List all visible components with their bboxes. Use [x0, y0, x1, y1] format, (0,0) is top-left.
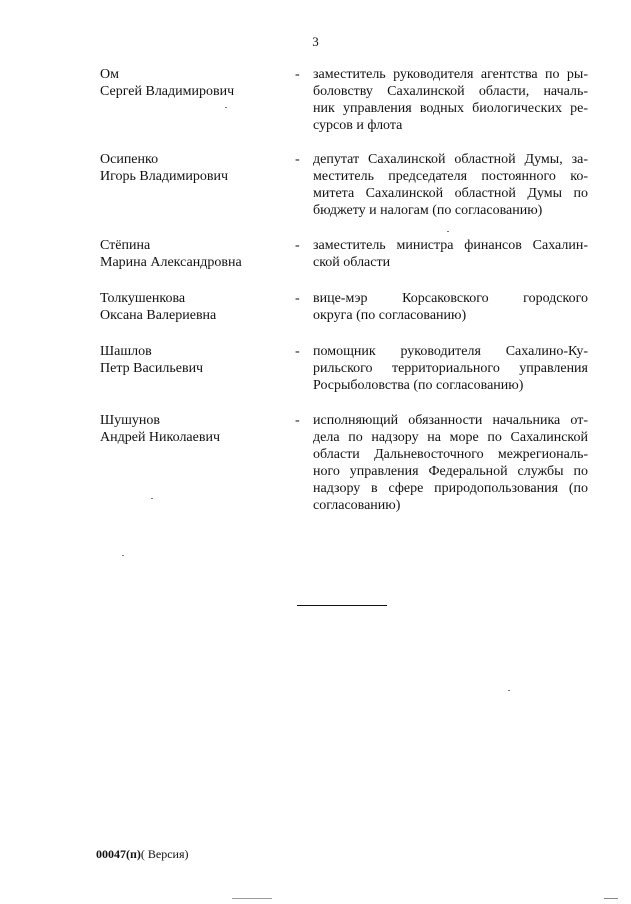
member-given-names: Оксана Валериевна: [100, 308, 217, 323]
scan-speck: [508, 690, 510, 691]
member-dash: -: [295, 344, 300, 359]
member-role: [313, 66, 588, 134]
role-line: ник управления водных биологических ре-: [313, 101, 588, 116]
page-number: 3: [312, 34, 319, 49]
end-of-list-divider: [297, 605, 387, 606]
role-line: депутат Сахалинской областной Думы, за-: [313, 152, 588, 167]
member-name: [100, 290, 290, 324]
scan-speck: [122, 555, 124, 556]
role-line: боловству Сахалинской области, началь-: [313, 84, 588, 99]
role-line: рильского территориального управления: [313, 361, 588, 376]
scan-speck: [447, 231, 449, 232]
member-given-names: Марина Александровна: [100, 255, 242, 270]
member-dash: -: [295, 291, 300, 306]
member-dash: -: [295, 238, 300, 253]
role-line: согласованию): [313, 498, 401, 513]
member-name: [100, 412, 290, 446]
scan-speck: [232, 898, 272, 899]
scan-speck: [151, 498, 153, 499]
member-given-names: Андрей Николаевич: [100, 430, 220, 445]
member-given-names: Игорь Владимирович: [100, 169, 229, 184]
role-line: меститель председателя постоянного ко-: [313, 169, 588, 184]
member-role: [313, 237, 588, 271]
member-given-names: Петр Васильевич: [100, 361, 204, 376]
role-line: области Дальневосточного межрегиональ-: [313, 447, 588, 462]
member-dash: -: [295, 67, 300, 82]
member-surname: Толкушенкова: [100, 291, 186, 306]
role-line: вице-мэр Корсаковского городского: [313, 291, 588, 306]
doc-version: ( Версия): [140, 847, 189, 861]
footer-doc-code: [96, 847, 189, 861]
member-role: [313, 151, 588, 219]
member-role: [313, 412, 588, 514]
member-name: [100, 151, 290, 185]
member-name: [100, 237, 290, 271]
member-surname: Осипенко: [100, 152, 159, 167]
role-line: ного управления Федеральной службы по: [313, 464, 588, 479]
role-line: заместитель министра финансов Сахалин-: [313, 238, 588, 253]
role-line: заместитель руководителя агентства по ры-: [313, 67, 588, 82]
member-role: [313, 343, 588, 394]
member-dash: -: [295, 413, 300, 428]
member-surname: Шушунов: [100, 413, 161, 428]
role-line: дела по надзору на море по Сахалинской: [313, 430, 588, 445]
role-line: округа (по согласованию): [313, 308, 467, 323]
role-line: Росрыболовства (по согласованию): [313, 378, 524, 393]
member-dash: -: [295, 152, 300, 167]
member-surname: Ом: [100, 67, 119, 82]
scan-speck: [225, 107, 227, 108]
member-name: [100, 343, 290, 377]
role-line: бюджету и налогам (по согласованию): [313, 203, 543, 218]
doc-code: 00047(п): [96, 847, 141, 861]
member-role: [313, 290, 588, 324]
scan-speck: [604, 898, 618, 899]
member-name: [100, 66, 290, 100]
member-surname: Стёпина: [100, 238, 151, 253]
role-line: надзору в сфере природопользования (по: [313, 481, 588, 496]
member-surname: Шашлов: [100, 344, 152, 359]
role-line: митета Сахалинской областной Думы по: [313, 186, 588, 201]
role-line: ской области: [313, 255, 391, 270]
role-line: помощник руководителя Сахалино-Ку-: [313, 344, 588, 359]
role-line: исполняющий обязанности начальника от-: [313, 413, 588, 428]
role-line: сурсов и флота: [313, 118, 403, 133]
member-given-names: Сергей Владимирович: [100, 84, 235, 99]
